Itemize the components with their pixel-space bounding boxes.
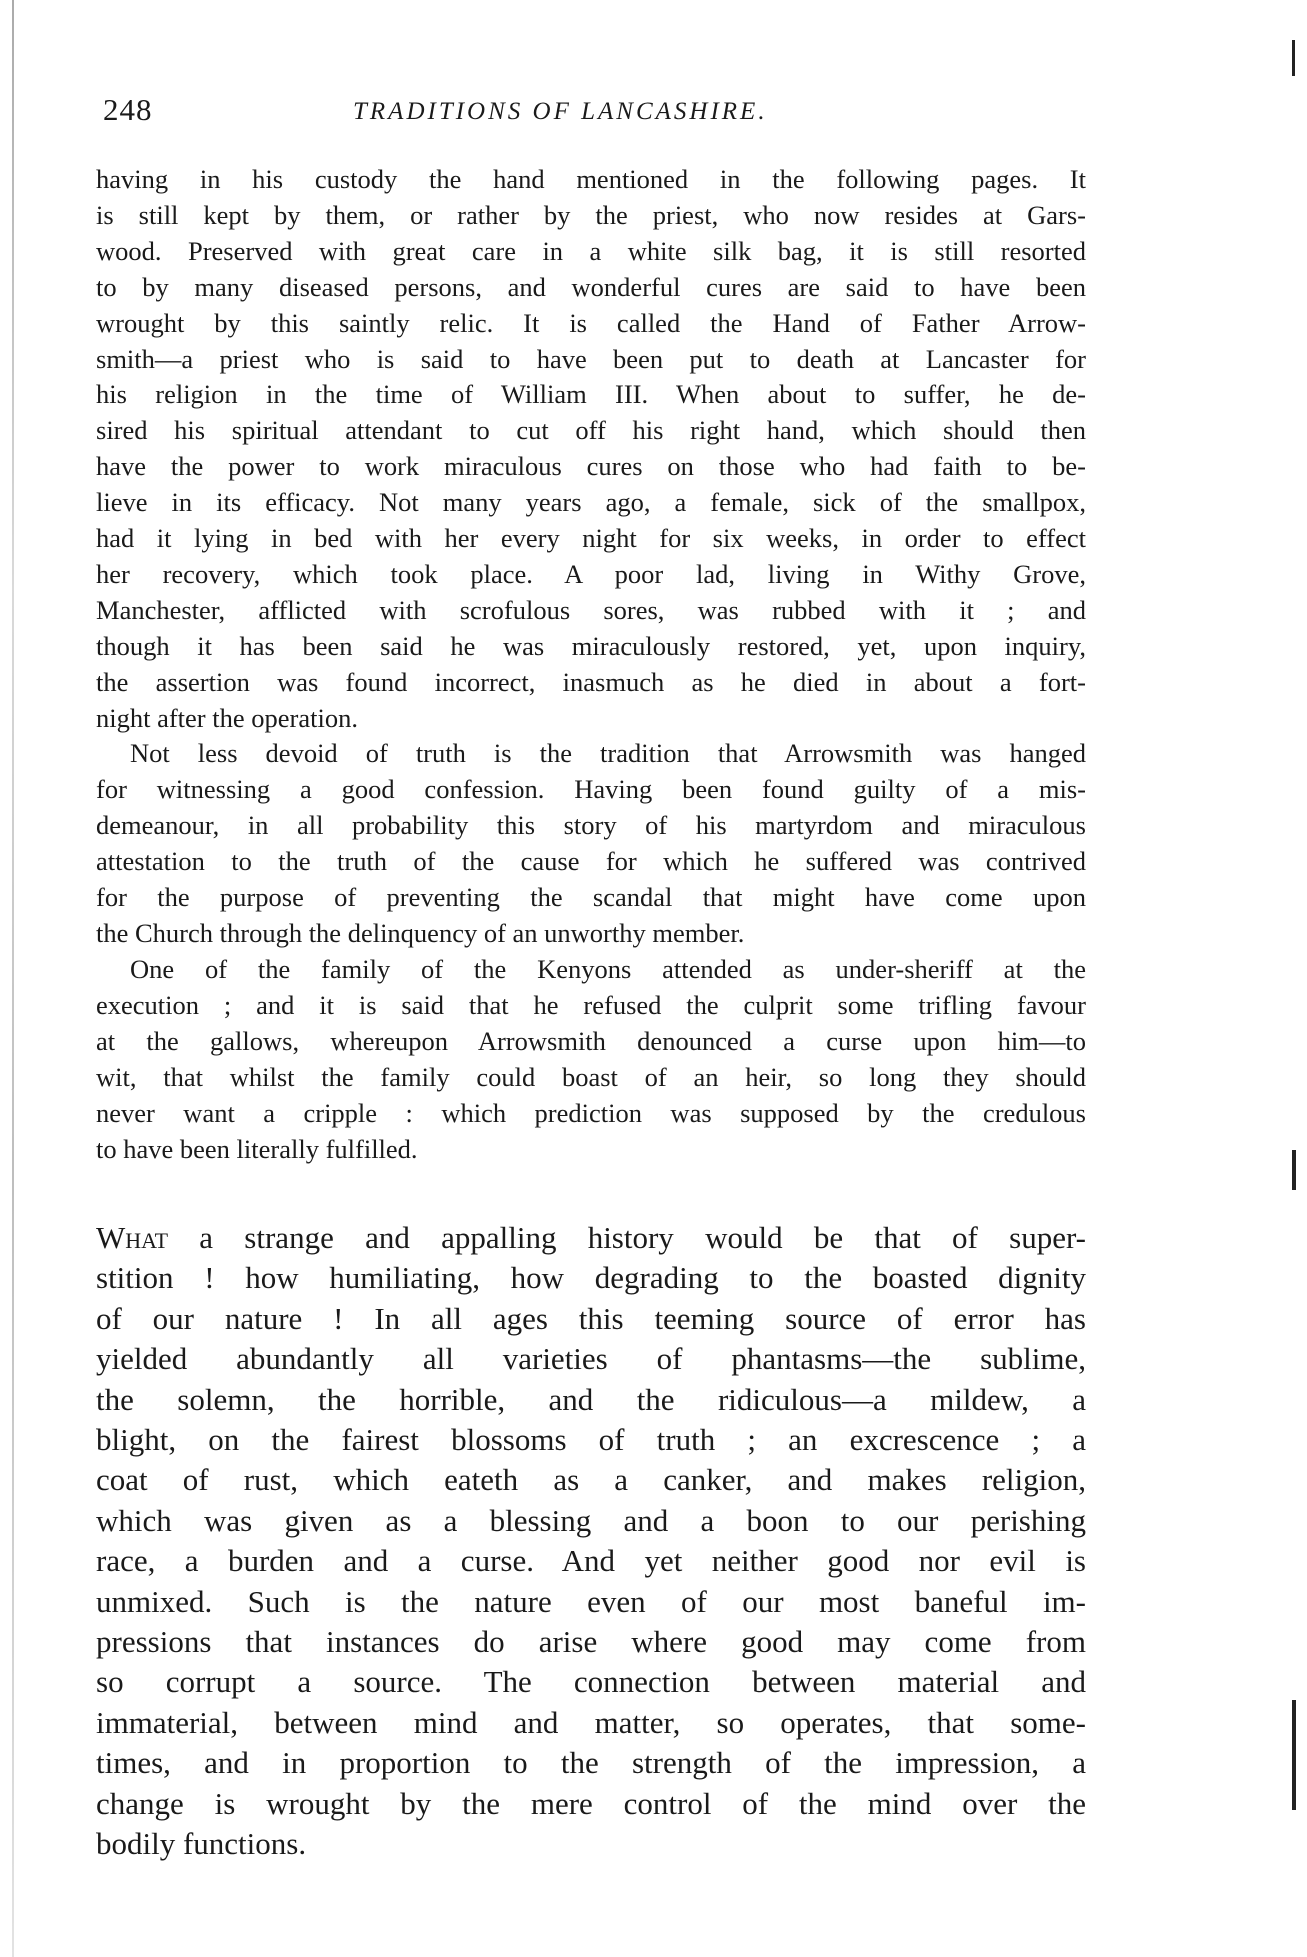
text-line: Manchester, afflicted with scrofulous sores, was rubbed with it ; and: [96, 594, 1086, 625]
scan-mark: [1292, 40, 1295, 76]
text-line: times, and in proportion to the strength of the impression, a: [96, 1745, 1086, 1781]
text-line: yielded abundantly all varieties of phantasms—the sublime,: [96, 1341, 1086, 1377]
text-line: though it has been said he was miraculously restored, yet, upon inquiry,: [96, 630, 1086, 661]
text-line: immaterial, between mind and matter, so operates, that some-: [96, 1704, 1086, 1740]
text-line: which was given as a blessing and a boon to our perishing: [96, 1502, 1086, 1538]
text-line: bodily functions.: [96, 1826, 307, 1862]
text-line: the solemn, the horrible, and the ridiculous—a mildew, a: [96, 1381, 1086, 1417]
text-line: night after the operation.: [96, 702, 358, 733]
text-line: to have been literally fulfilled.: [96, 1133, 418, 1164]
text-line: the assertion was found incorrect, inasmuch as he died in about a fort-: [96, 666, 1086, 697]
text-line: Not less devoid of truth is the tradition that Arrowsmith was hanged: [130, 738, 1086, 768]
text-line: coat of rust, which eateth as a canker, and makes religion,: [96, 1462, 1086, 1498]
running-title: TRADITIONS OF LANCASHIRE.: [353, 98, 768, 125]
text-line: blight, on the fairest blossoms of truth ; an excrescence ; a: [96, 1422, 1086, 1458]
text-line: his religion in the time of William III. When about to suffer, he de-: [96, 379, 1086, 410]
text-line: pressions that instances do arise where good may come from: [96, 1624, 1086, 1660]
text-line: so corrupt a source. The connection between material and: [96, 1664, 1086, 1700]
text-line: race, a burden and a curse. And yet neither good nor evil is: [96, 1543, 1086, 1579]
text-line: is still kept by them, or rather by the priest, who now resides at Gars-: [96, 199, 1086, 230]
text-line: never want a cripple : which prediction was supposed by the credulous: [96, 1097, 1086, 1128]
text-line: having in his custody the hand mentioned in the following pages. It: [96, 164, 1086, 194]
page-header: [103, 92, 1093, 132]
text-line: for the purpose of preventing the scandal that might have come upon: [96, 881, 1086, 912]
text-line: had it lying in bed with her every night for six weeks, in order to effect: [96, 523, 1086, 554]
text-line: change is wrought by the mere control of the mind over the: [96, 1785, 1086, 1821]
scan-mark: [1292, 1150, 1296, 1190]
opening-line-rest: a strange and appalling history would be that of super-: [168, 1220, 1086, 1255]
text-line: execution ; and it is said that he refused the culprit some trifling favour: [96, 989, 1086, 1020]
scan-left-edge: [12, 0, 14, 1957]
text-line: demeanour, in all probability this story of his martyrdom and miraculous: [96, 809, 1086, 840]
paragraph-tradition-truth: [96, 736, 1086, 951]
text-line: for witnessing a good confession. Having been found guilty of a mis-: [96, 773, 1086, 804]
paragraph-superstition: [96, 1218, 1086, 1865]
text-line: sired his spiritual attendant to cut off his right hand, which should then: [96, 415, 1086, 446]
text-line: lieve in its efficacy. Not many years ago, a female, sick of the smallpox,: [96, 487, 1086, 518]
text-line: the Church through the delinquency of an unworthy member.: [96, 917, 745, 948]
opening-word: What: [96, 1220, 169, 1255]
text-line: unmixed. Such is the nature even of our most baneful im-: [96, 1583, 1086, 1619]
text-line: attestation to the truth of the cause for which he suffered was contrived: [96, 845, 1086, 876]
scan-mark: [1292, 1700, 1296, 1810]
text-line: wrought by this saintly relic. It is called the Hand of Father Arrow-: [96, 307, 1086, 338]
text-line: to by many diseased persons, and wonderful cures are said to have been: [96, 271, 1086, 302]
text-line: of our nature ! In all ages this teeming source of error has: [96, 1300, 1086, 1336]
text-line: One of the family of the Kenyons attended as under-sheriff at the: [130, 954, 1086, 984]
paragraph-arrowsmith-hand: [96, 162, 1086, 737]
text-line: wit, that whilst the family could boast of an heir, so long they should: [96, 1061, 1086, 1092]
page-number: 248: [103, 92, 153, 127]
text-line: wood. Preserved with great care in a white silk bag, it is still resorted: [96, 235, 1086, 266]
text-line: [96, 1218, 1086, 1258]
text-line: have the power to work miraculous cures on those who had faith to be-: [96, 451, 1086, 482]
text-line: at the gallows, whereupon Arrowsmith denounced a curse upon him—to: [96, 1025, 1086, 1056]
paragraph-kenyon-curse: [96, 952, 1086, 1167]
text-line: stition ! how humiliating, how degrading to the boasted dignity: [96, 1260, 1086, 1296]
text-line: her recovery, which took place. A poor lad, living in Withy Grove,: [96, 558, 1086, 589]
text-line: smith—a priest who is said to have been put to death at Lancaster for: [96, 343, 1086, 374]
